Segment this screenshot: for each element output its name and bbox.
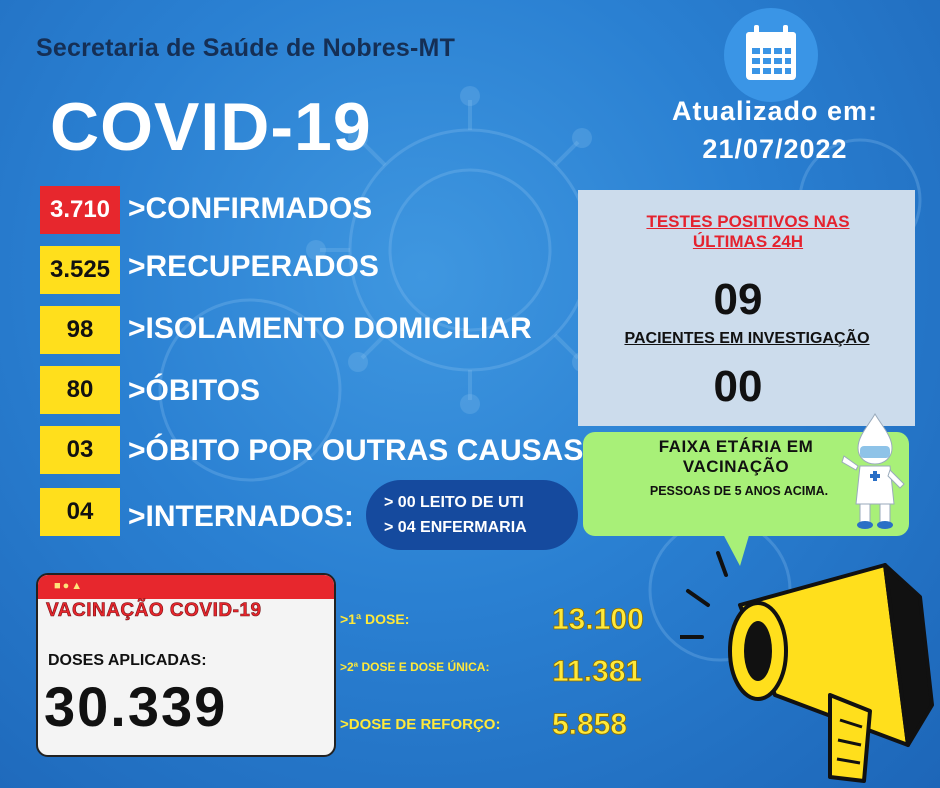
- age-group-title: [612, 437, 860, 477]
- investigation-value: 00: [713, 362, 763, 411]
- secretaria-title: Secretaria de Saúde de Nobres-MT: [36, 34, 456, 62]
- other-deaths-value: 03: [40, 426, 120, 474]
- booster-dose-value: 5.858: [552, 708, 628, 741]
- page-title: COVID-19: [50, 89, 372, 165]
- megaphone-icon: [680, 545, 940, 788]
- tests-title: [606, 212, 890, 252]
- ward-beds: > 04 ENFERMARIA: [384, 519, 527, 536]
- tests-title-line2: ÚLTIMAS 24H: [692, 232, 804, 251]
- calendar-icon: [724, 8, 818, 102]
- vaccination-title: VACINAÇÃO COVID-19: [46, 600, 262, 621]
- second-dose-value: 11.381: [552, 655, 643, 688]
- vaccine-mascot-icon: [838, 412, 912, 530]
- isolation-value: 98: [40, 306, 120, 354]
- booster-dose-label: >DOSE DE REFORÇO:: [340, 716, 501, 733]
- first-dose-label: >1ª DOSE:: [340, 611, 410, 627]
- hospitalized-breakdown: [366, 480, 578, 550]
- second-dose-label: >2ª DOSE E DOSE ÚNICA:: [340, 660, 490, 674]
- confirmed-value: 3.710: [40, 186, 120, 234]
- age-group-subtitle: PESSOAS DE 5 ANOS ACIMA.: [649, 484, 829, 498]
- other-deaths-label: >ÓBITO POR OUTRAS CAUSAS: [128, 434, 584, 467]
- investigation-label: PACIENTES EM INVESTIGAÇÃO: [624, 330, 870, 347]
- updated-label: Atualizado em:: [671, 96, 879, 126]
- age-title-line2: VACINAÇÃO: [682, 457, 790, 476]
- updated-info: [640, 92, 910, 168]
- doses-applied-label: DOSES APLICADAS:: [48, 652, 207, 669]
- first-dose-value: 13.100: [552, 603, 644, 636]
- deaths-value: 80: [40, 366, 120, 414]
- deaths-label: >ÓBITOS: [128, 374, 260, 407]
- icu-beds: > 00 LEITO DE UTI: [384, 494, 524, 511]
- hospitalized-value: 04: [40, 488, 120, 536]
- recovered-value: 3.525: [40, 246, 120, 294]
- isolation-label: >ISOLAMENTO DOMICILIAR: [128, 312, 532, 345]
- updated-date: 21/07/2022: [702, 134, 848, 164]
- recovered-label: >RECUPERADOS: [128, 250, 379, 283]
- hospitalized-label: >INTERNADOS:: [128, 500, 354, 533]
- positive-tests-value: 09: [713, 275, 763, 324]
- tests-title-line1: TESTES POSITIVOS NAS: [646, 212, 850, 231]
- window-dots-icon: ■●▲: [54, 580, 85, 592]
- age-title-line1: FAIXA ETÁRIA EM: [658, 437, 814, 456]
- card-topbar: [38, 575, 334, 599]
- doses-applied-total: 30.339: [44, 675, 228, 738]
- confirmed-label: >CONFIRMADOS: [128, 192, 373, 225]
